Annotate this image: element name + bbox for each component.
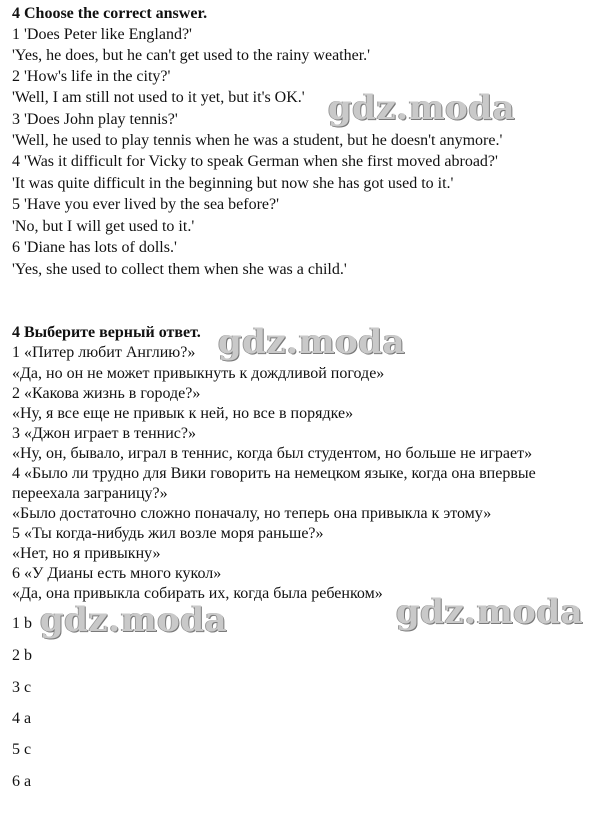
english-heading: 4 Choose the correct answer.: [12, 5, 208, 22]
english-line: 1 'Does Peter like England?': [12, 26, 192, 43]
answer-item: 3 c: [12, 679, 32, 696]
russian-line: 1 «Питер любит Англию?»: [12, 344, 196, 361]
russian-line: 5 «Ты когда-нибудь жил возле моря раньше?»: [12, 525, 324, 542]
english-line: 'It was quite difficult in the beginning but now she has got used to it.': [12, 175, 454, 192]
russian-line: переехала заграницу?»: [12, 485, 168, 502]
russian-line: «Нет, но я привыкну»: [12, 545, 161, 562]
russian-line: 6 «У Дианы есть много кукол»: [12, 565, 222, 582]
russian-line: «Ну, он, бывало, играл в теннис, когда был студентом, но больше не играет»: [12, 445, 533, 462]
watermark: gdz.moda: [218, 322, 406, 362]
english-line: 'Well, I am still not used to it yet, but it's OK.': [12, 89, 305, 106]
russian-line: 3 «Джон играет в теннис?»: [12, 425, 196, 442]
english-line: 6 'Diane has lots of dolls.': [12, 239, 177, 256]
english-line: 4 'Was it difficult for Vicky to speak German when she first moved abroad?': [12, 153, 498, 170]
answer-item: 6 a: [12, 773, 32, 790]
answer-item: 5 c: [12, 741, 32, 758]
watermark: gdz.moda: [396, 592, 584, 632]
english-line: 3 'Does John play tennis?': [12, 111, 178, 128]
answer-item: 4 a: [12, 710, 32, 727]
english-line: 5 'Have you ever lived by the sea before?': [12, 196, 279, 213]
watermark: gdz.moda: [40, 600, 228, 640]
russian-line: «Да, но он не может привыкнуть к дождливой погоде»: [12, 365, 385, 382]
english-line: 'Yes, she used to collect them when she was a child.': [12, 261, 347, 278]
russian-heading: 4 Выберите верный ответ.: [12, 324, 201, 341]
english-line: 2 'How's life in the city?': [12, 68, 171, 85]
russian-line: 4 «Было ли трудно для Вики говорить на немецком языке, когда она впервые: [12, 465, 536, 482]
russian-line: «Да, она привыкла собирать их, когда была ребенком»: [12, 585, 383, 602]
russian-line: «Ну, я все еще не привык к ней, но все в порядке»: [12, 405, 354, 422]
english-line: 'Well, he used to play tennis when he was a student, but he doesn't anymore.': [12, 132, 503, 149]
watermark: gdz.moda: [328, 88, 516, 128]
russian-line: 2 «Какова жизнь в городе?»: [12, 385, 201, 402]
russian-line: «Было достаточно сложно поначалу, но теперь она привыкла к этому»: [12, 505, 492, 522]
answer-item: 2 b: [12, 647, 32, 664]
english-line: 'Yes, he does, but he can't get used to the rainy weather.': [12, 47, 371, 64]
english-line: 'No, but I will get used to it.': [12, 218, 195, 235]
answer-item: 1 b: [12, 615, 32, 632]
